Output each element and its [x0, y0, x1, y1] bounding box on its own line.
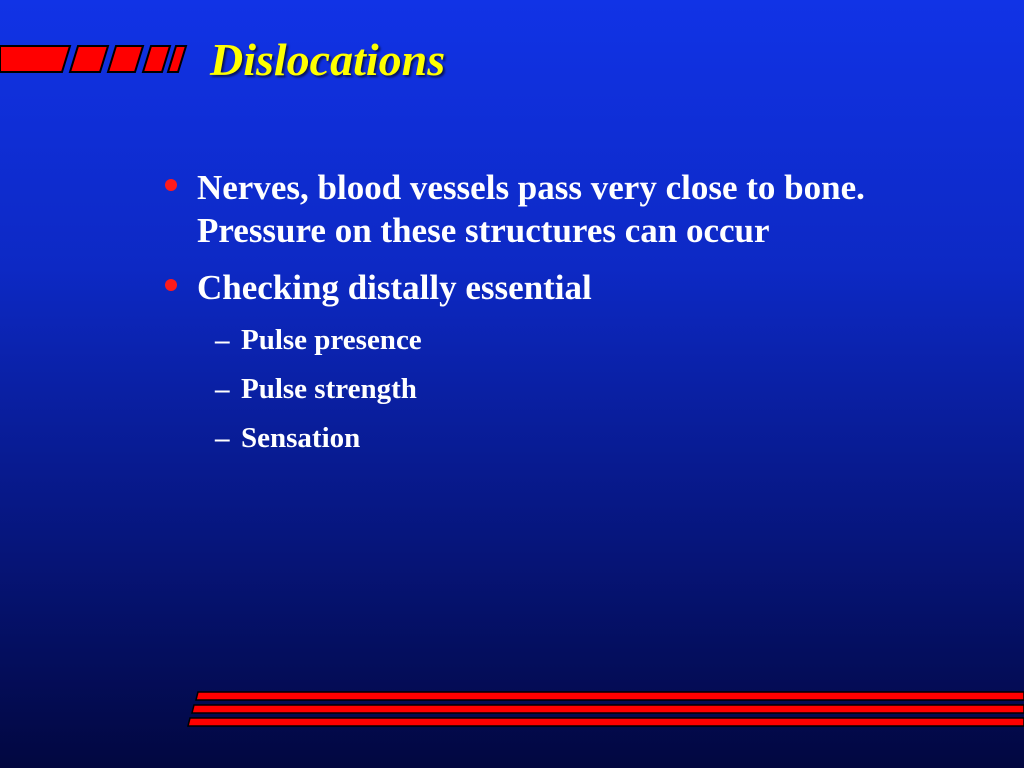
title-stripe-2 — [70, 46, 108, 72]
title-decoration-stripes — [0, 40, 190, 80]
title-stripe-4 — [143, 46, 170, 72]
bullet-text: Nerves, blood vessels pass very close to bone. Pressure on these structures can occur — [197, 168, 865, 250]
sub-bullet-dash: – — [215, 324, 230, 356]
title-stripe-5 — [168, 46, 186, 72]
sub-bullet-dash: – — [215, 422, 230, 454]
sub-bullet-dash: – — [215, 373, 230, 405]
bullet-dot-icon — [165, 179, 177, 191]
sub-bullet-text: Pulse strength — [241, 373, 417, 405]
bullet-text: Checking distally essential — [197, 268, 592, 307]
bottom-stripe-2 — [192, 705, 1024, 713]
sub-bullet-item — [165, 372, 985, 406]
title-stripe-1 — [0, 46, 70, 72]
bullet-item — [165, 266, 985, 309]
bullet-item — [165, 166, 985, 252]
sub-bullet-text: Sensation — [241, 422, 361, 454]
bottom-stripe-3 — [188, 718, 1024, 726]
slide-title: Dislocations — [210, 34, 446, 85]
slide-content — [165, 166, 985, 470]
bottom-stripe-1 — [196, 692, 1024, 700]
bottom-decoration-stripes — [186, 690, 1024, 730]
title-stripe-3 — [108, 46, 143, 72]
sub-bullet-item — [165, 323, 985, 357]
sub-bullet-text: Pulse presence — [241, 324, 422, 356]
sub-bullet-item — [165, 421, 985, 455]
bullet-dot-icon — [165, 279, 177, 291]
